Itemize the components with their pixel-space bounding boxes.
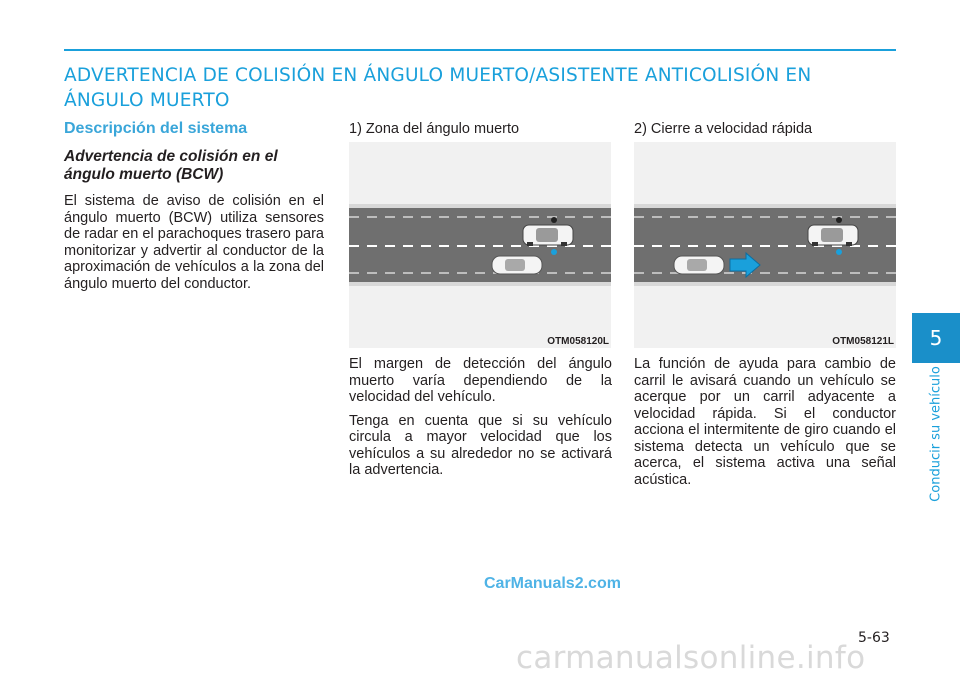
sedan-car-icon <box>674 256 724 274</box>
chapter-tab[interactable]: 5 <box>912 313 960 363</box>
body-paragraph: La función de ayuda para cambio de carril le avisará cuando un vehículo se acerque por un carril adyacente a velocidad rápida. Si el conductor acciona el intermitente de giro cuando el sistema detecta un vehículo que se acerca, el sistema activa una señal acústica. <box>634 356 896 488</box>
sensor-dot-icon <box>551 249 557 255</box>
top-rule <box>64 49 896 51</box>
sensor-dot-icon <box>836 217 842 223</box>
column-system-description <box>64 120 324 299</box>
figure-caption: 2) Cierre a velocidad rápida <box>634 121 813 137</box>
figure-code: OTM058120L <box>547 336 609 347</box>
suv-car-icon <box>808 225 858 246</box>
suv-car-icon <box>523 225 573 246</box>
description-paragraph: El sistema de aviso de colisión en el ángulo muerto (BCW) utiliza sensores de radar en el parachoques trasero para monitorizar y advertir al conductor de la aproximación de vehículos a la zona del ángulo muerto del conductor. <box>64 193 324 292</box>
road-edge-bottom <box>634 282 896 286</box>
subsection-heading: Advertencia de colisión en el ángulo muerto (BCW) <box>64 148 278 183</box>
body-paragraph: El margen de detección del ángulo muerto varía dependiendo de la velocidad del vehículo. <box>349 356 612 405</box>
road-diagram <box>349 142 611 348</box>
blind-spot-zone-illustration <box>349 142 611 348</box>
column-closing-speed <box>634 121 896 495</box>
figure-code: OTM058121L <box>832 336 894 347</box>
sensor-dot-icon <box>836 249 842 255</box>
page-number: 5-63 <box>858 630 890 646</box>
page-title: ADVERTENCIA DE COLISIÓN EN ÁNGULO MUERTO/ASISTENTE ANTICOLISIÓN EN ÁNGULO MUERTO <box>64 65 812 111</box>
watermark-link[interactable]: CarManuals2.com <box>484 575 621 592</box>
road-diagram <box>634 142 896 348</box>
body-paragraph: Tenga en cuenta que si su vehículo circula a mayor velocidad que los vehículos a su alrededor no se activará la advertencia. <box>349 412 612 478</box>
closing-speed-illustration <box>634 142 896 348</box>
sensor-dot-icon <box>551 217 557 223</box>
footer-watermark: carmanualsonline.info <box>516 640 866 676</box>
chapter-label: Conducir su vehículo <box>928 366 944 502</box>
sedan-car-icon <box>492 256 542 274</box>
column-blind-spot-zone <box>349 121 612 486</box>
figure-caption: 1) Zona del ángulo muerto <box>349 121 520 137</box>
road-edge-bottom <box>349 282 611 286</box>
section-heading: Descripción del sistema <box>64 120 248 137</box>
road-edge-top <box>634 204 896 208</box>
road-edge-top <box>349 204 611 208</box>
